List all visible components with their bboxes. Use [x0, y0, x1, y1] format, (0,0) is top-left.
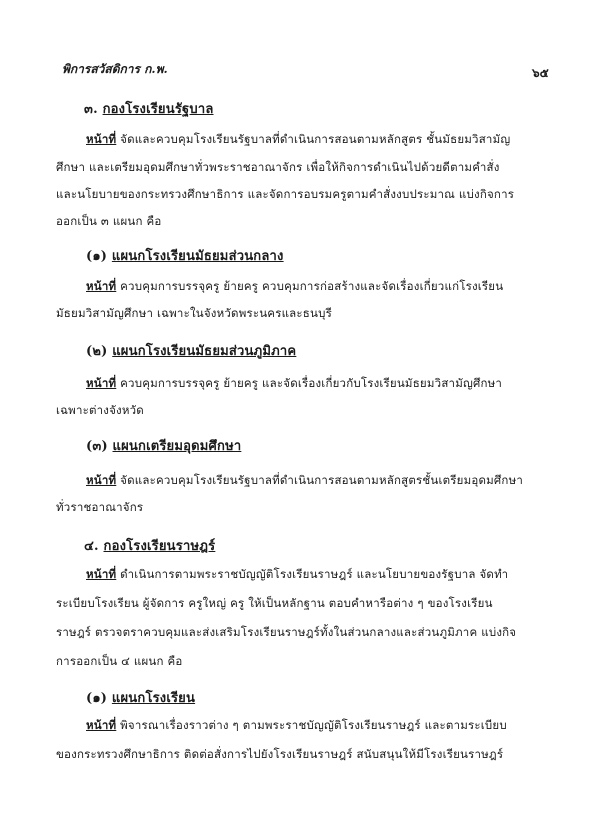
subsection-heading [86, 245, 284, 266]
paragraph-line: ศึกษา และเตรียมอุดมศึกษาทั่วพระราชอาณาจักร เพื่อให้กิจการดำเนินไปด้วยดีตามคำสั่ง [56, 160, 500, 174]
paragraph-line [86, 472, 523, 490]
section-title: กองโรงเรียนรัฐบาล [102, 102, 214, 117]
paragraph-line [86, 717, 507, 735]
paragraph-line [86, 375, 502, 393]
paragraph-line [86, 278, 503, 296]
paragraph-line: ออกเป็น ๓ แผนก คือ [56, 214, 162, 228]
duty-label: หน้าที่ [86, 132, 117, 146]
subsection-heading [86, 435, 241, 456]
paragraph-line [86, 131, 510, 149]
subsection-number: (๓) [86, 439, 108, 454]
running-header: พิการสวัสดิการ ก.พ. [62, 62, 168, 76]
subsection-number: (๒) [86, 344, 108, 359]
subsection-number: (๑) [86, 249, 108, 264]
subsection-title: แผนกโรงเรียน [111, 691, 196, 706]
text: ควบคุมการบรรจุครู ย้ายครู และจัดเรื่องเกี่ยวกับโรงเรียนมัธยมวิสามัญศึกษา [120, 376, 503, 390]
text: จัดและควบคุมโรงเรียนรัฐบาลที่ดำเนินการสอนตามหลักสูตร ชั้นมัธยมวิสามัญ [120, 132, 511, 146]
subsection-heading [86, 687, 195, 708]
duty-label: หน้าที่ [86, 718, 117, 732]
section-3-heading [84, 98, 214, 119]
duty-label: หน้าที่ [86, 567, 117, 581]
paragraph-line: ราษฎร์ ตรวจตราควบคุมและส่งเสริมโรงเรียนราษฎร์ทั้งในส่วนกลางและส่วนภูมิภาค แบ่งกิจ [56, 625, 517, 639]
text: จัดและควบคุมโรงเรียนรัฐบาลที่ดำเนินการสอนตามหลักสูตรชั้นเตรียมอุดมศึกษา [120, 473, 524, 487]
subsection-heading [86, 340, 296, 361]
subsection-title: แผนกเตรียมอุดมศึกษา [112, 439, 242, 454]
section-title: กองโรงเรียนราษฎร์ [103, 539, 216, 554]
paragraph-line [86, 566, 508, 584]
paragraph-line: ทั่วราชอาณาจักร [56, 500, 144, 514]
section-number: ๔. [84, 539, 99, 554]
duty-label: หน้าที่ [86, 473, 117, 487]
duty-label: หน้าที่ [86, 376, 117, 390]
subsection-title: แผนกโรงเรียนมัธยมส่วนภูมิภาค [112, 344, 297, 359]
subsection-number: (๑) [86, 691, 108, 706]
paragraph-line: ของกระทรวงศึกษาธิการ ติดต่อสั่งการไปยังโรงเรียนราษฎร์ สนับสนุนให้มีโรงเรียนราษฎร์ [56, 747, 504, 761]
text: พิจารณาเรื่องราวต่าง ๆ ตามพระราชบัญญัติโรงเรียนราษฎร์ และตามระเบียบ [120, 718, 507, 732]
subsection-title: แผนกโรงเรียนมัธยมส่วนกลาง [111, 249, 284, 264]
paragraph-line: และนโยบายของกระทรวงศึกษาธิการ และจัดการอบรมครูตามคำสั่งงบประมาณ แบ่งกิจการ [56, 187, 515, 201]
page-number: ๖๕ [532, 66, 549, 80]
duty-label: หน้าที่ [86, 279, 117, 293]
paragraph-line: ระเบียบโรงเรียน ผู้จัดการ ครูใหญ่ ครู ให้เป็นหลักฐาน ตอบคำหารือต่าง ๆ ของโรงเรียน [56, 596, 493, 610]
paragraph-line: เฉพาะต่างจังหวัด [56, 403, 144, 417]
paragraph-line: การออกเป็น ๔ แผนก คือ [56, 654, 183, 668]
section-number: ๓. [84, 102, 98, 117]
paragraph-line: มัธยมวิสามัญศึกษา เฉพาะในจังหวัดพระนครและธนบุรี [56, 306, 332, 320]
text: ควบคุมการบรรจุครู ย้ายครู ควบคุมการก่อสร้างและจัดเรื่องเกี่ยวแก่โรงเรียน [120, 279, 504, 293]
text: ดำเนินการตามพระราชบัญญัติโรงเรียนราษฎร์ และนโยบายของรัฐบาล จัดทำ [120, 567, 509, 581]
section-4-heading [84, 535, 215, 556]
